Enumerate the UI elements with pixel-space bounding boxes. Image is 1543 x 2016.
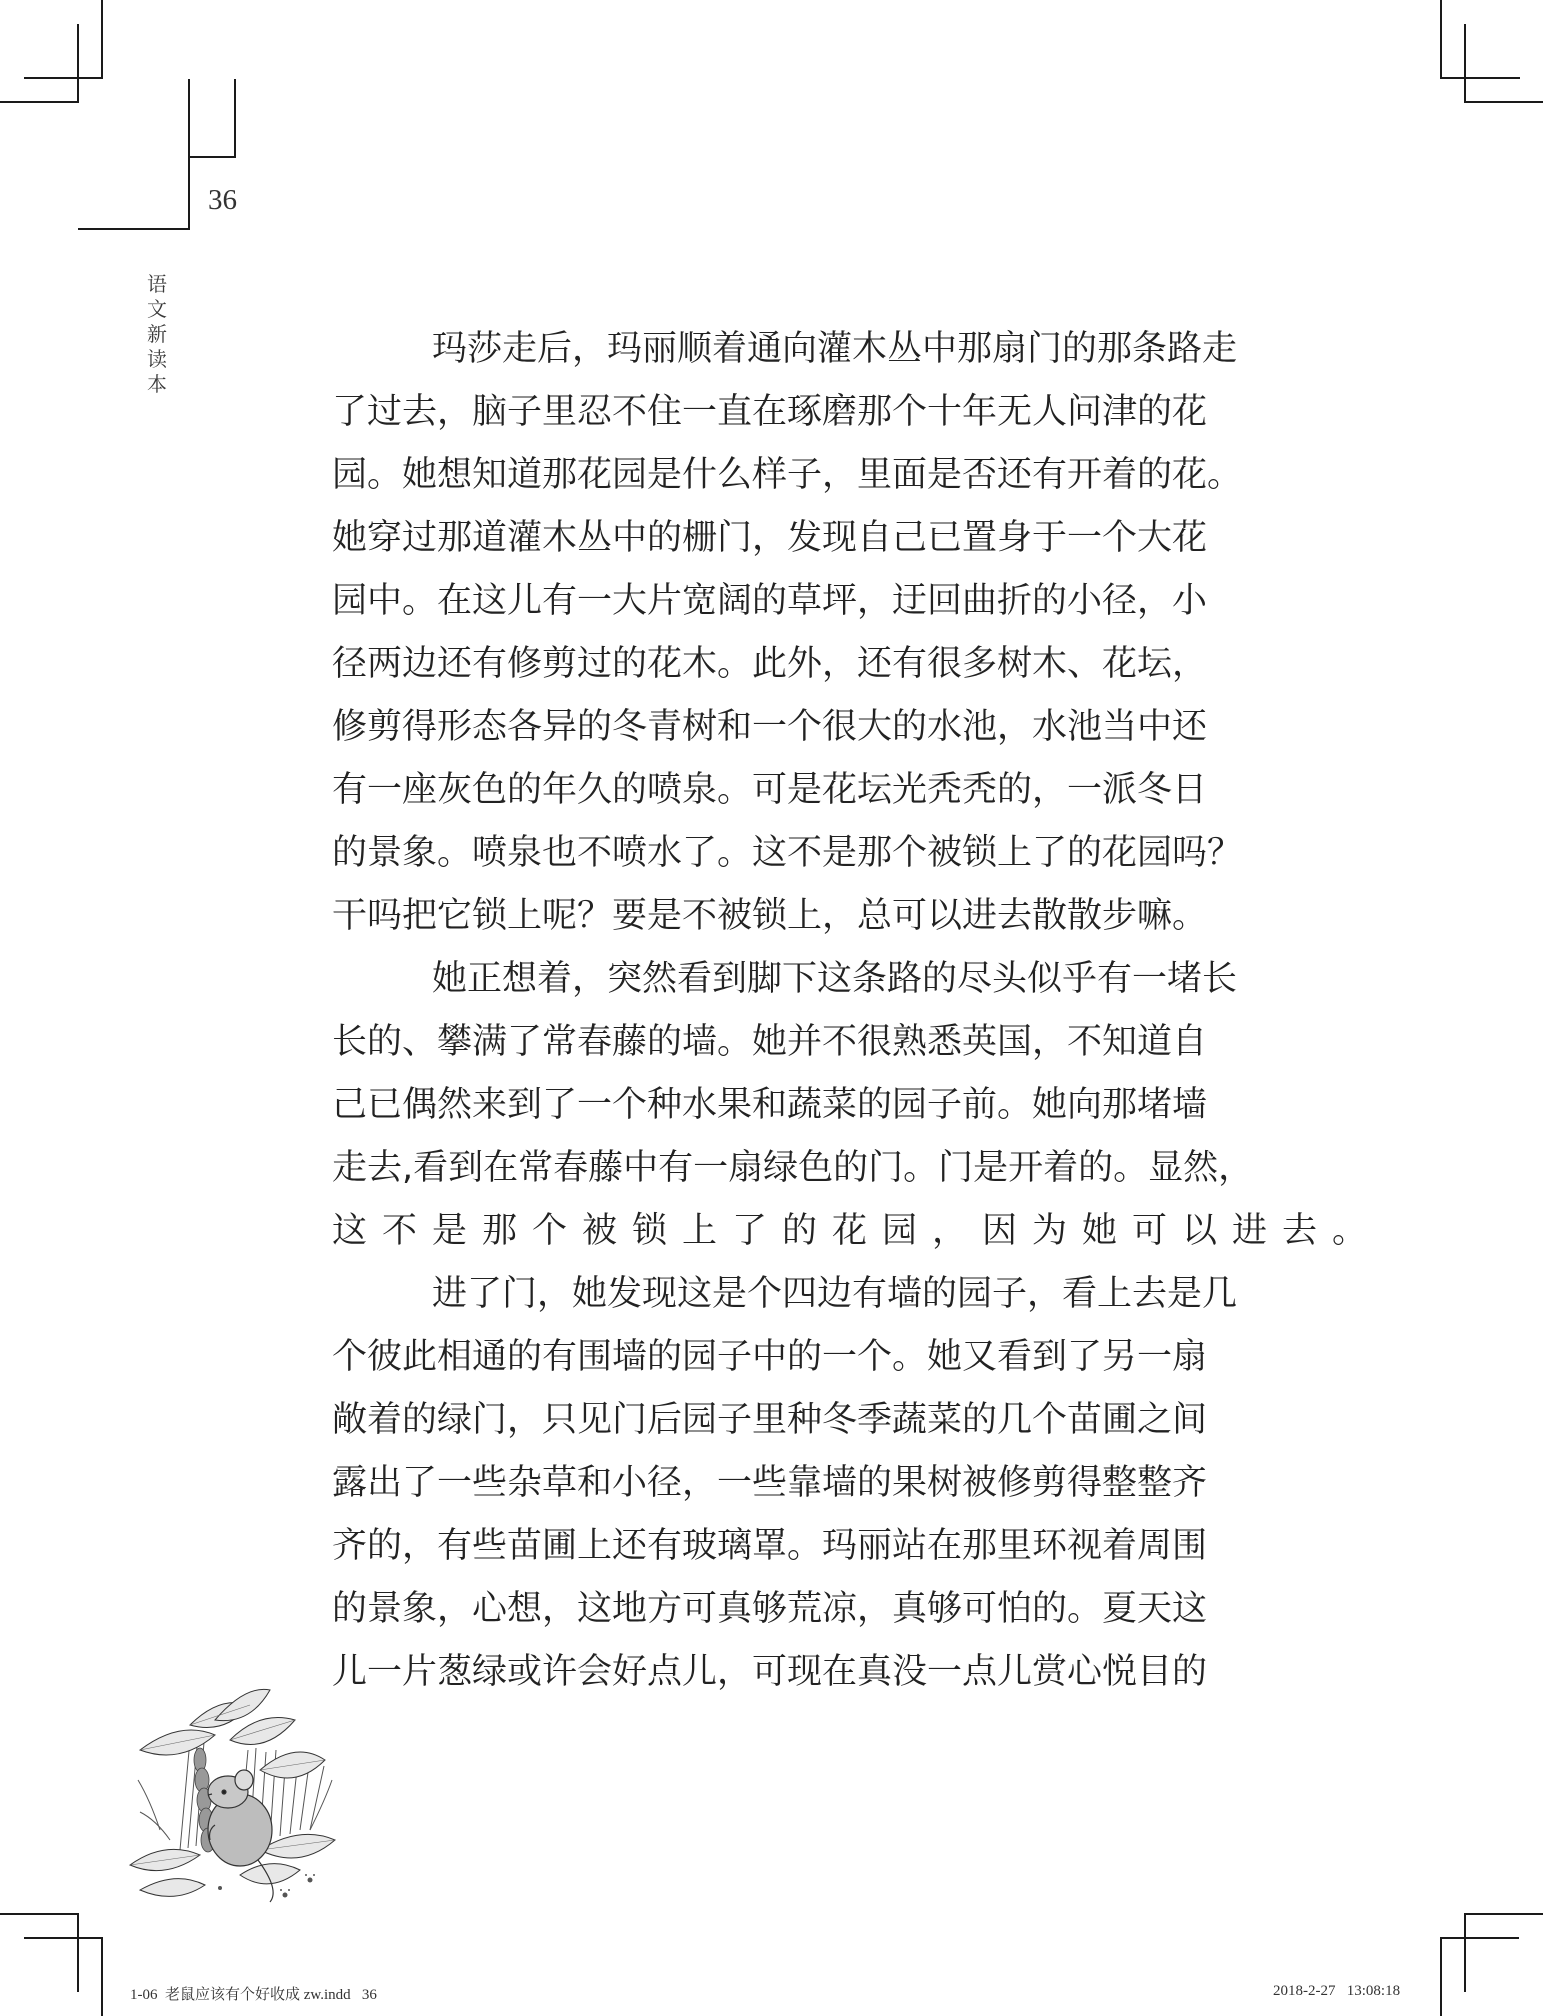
text-line: 敞着的绿门，只见门后园子里种冬季蔬菜的几个苗圃之间: [332, 1400, 1208, 1440]
crop-mark-bottom-right: [1464, 1913, 1543, 1915]
paragraph-1: [332, 326, 1243, 956]
crop-mark-bottom-left: [24, 1937, 103, 1939]
crop-mark-top-right: [1440, 77, 1520, 79]
crop-mark-top-left: [24, 77, 103, 79]
mouse-illustration-icon: [120, 1680, 345, 1905]
text-line: 园中。在这儿有一大片宽阔的草坪，迂回曲折的小径，小: [332, 581, 1208, 621]
paragraph-2: [332, 956, 1383, 1271]
book-title-char: 文: [147, 297, 167, 321]
crop-mark-top-right: [1440, 0, 1442, 79]
text-line: 儿一片葱绿或许会好点儿，可现在真没一点儿赏心悦目的: [332, 1652, 1208, 1692]
footer-timestamp: 2018-2-27 13:08:18: [1273, 1983, 1401, 1999]
crop-mark-bottom-left: [101, 1937, 103, 2016]
text-line: 干吗把它锁上呢？要是不被锁上，总可以进去散散步嘛。: [332, 896, 1208, 936]
crop-mark-bottom-right: [1440, 1937, 1442, 2016]
body-text: [332, 326, 1383, 1712]
text-line: 这不是那个被锁上了的花园，因为她可以进去。: [332, 1211, 1383, 1251]
header-rule: [188, 79, 190, 230]
text-line: 长的、攀满了常春藤的墙。她并不很熟悉英国，不知道自: [332, 1022, 1208, 1062]
book-title-char: 新: [147, 322, 167, 346]
crop-mark-bottom-right: [1440, 1937, 1519, 1939]
page-number: 36: [208, 184, 237, 216]
crop-mark-top-left: [0, 101, 79, 103]
text-line: 她正想着，突然看到脚下这条路的尽头似乎有一堵长: [432, 959, 1238, 999]
header-rule: [78, 228, 190, 230]
crop-mark-bottom-left: [0, 1913, 79, 1915]
footer-file-label: 1-06 老鼠应该有个好收成 zw.indd 36: [130, 1987, 377, 2003]
book-title-char: 语: [147, 272, 167, 296]
text-line: 进了门，她发现这是个四边有墙的园子，看上去是几: [432, 1274, 1238, 1314]
text-line: 的景象。喷泉也不喷水了。这不是那个被锁上了的花园吗？: [332, 833, 1243, 873]
crop-mark-top-right: [1464, 24, 1466, 103]
text-line: 的景象，心想，这地方可真够荒凉，真够可怕的。夏天这: [332, 1589, 1208, 1629]
text-line: 了过去，脑子里忍不住一直在琢磨那个十年无人问津的花: [332, 392, 1208, 432]
text-line: 修剪得形态各异的冬青树和一个很大的水池，水池当中还: [332, 707, 1208, 747]
paragraph-3: [332, 1271, 1238, 1712]
crop-mark-bottom-right: [1464, 1913, 1466, 1992]
text-line: 个彼此相通的有围墙的园子中的一个。她又看到了另一扇: [332, 1337, 1208, 1377]
text-line: 走去,看到在常春藤中有一扇绿色的门。门是开着的。显然，: [332, 1148, 1254, 1188]
text-line: 园。她想知道那花园是什么样子，里面是否还有开着的花。: [332, 455, 1243, 495]
crop-mark-bottom-left: [77, 1913, 79, 1992]
crop-mark-top-right: [1464, 101, 1543, 103]
crop-mark-top-left: [101, 0, 103, 79]
text-line: 齐的，有些苗圃上还有玻璃罩。玛丽站在那里环视着周围: [332, 1526, 1208, 1566]
book-title-char: 本: [147, 372, 167, 396]
header-rule: [188, 156, 236, 158]
book-title-char: 读: [147, 347, 167, 371]
text-line: 径两边还有修剪过的花木。此外，还有很多树木、花坛，: [332, 644, 1208, 684]
crop-mark-top-left: [77, 24, 79, 103]
text-line: 她穿过那道灌木丛中的栅门，发现自己已置身于一个大花: [332, 518, 1208, 558]
text-line: 露出了一些杂草和小径，一些靠墙的果树被修剪得整整齐: [332, 1463, 1208, 1503]
text-line: 己已偶然来到了一个种水果和蔬菜的园子前。她向那堵墙: [332, 1085, 1208, 1125]
header-rule: [234, 79, 236, 158]
text-line: 玛莎走后，玛丽顺着通向灌木丛中那扇门的那条路走: [432, 329, 1238, 369]
text-line: 有一座灰色的年久的喷泉。可是花坛光秃秃的，一派冬日: [332, 770, 1208, 810]
book-title-vertical: [145, 272, 169, 397]
